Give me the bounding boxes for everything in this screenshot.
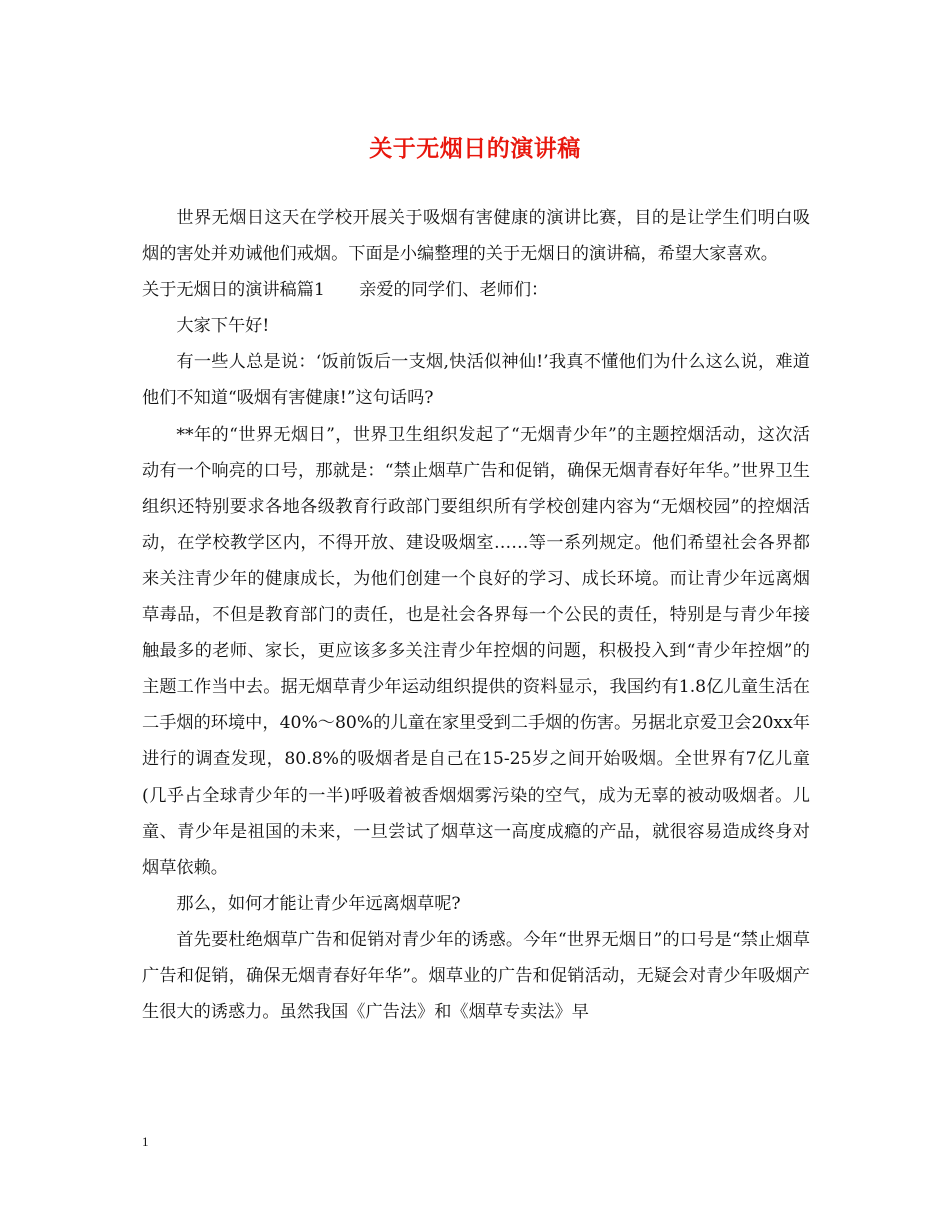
paragraph-greeting: 大家下午好! <box>176 316 270 337</box>
paragraph-quote: 有一些人总是说：‘饭前饭后一支烟,快活似神仙!’我真不懂他们为什么这么说，难道他们不知道“吸烟有害健康!”这句话吗? <box>142 352 810 409</box>
paragraph-section-heading: 关于无烟日的演讲稿篇1 亲爱的同学们、老师们： <box>142 280 549 301</box>
paragraph-intro: 世界无烟日这天在学校开展关于吸烟有害健康的演讲比赛，目的是让学生们明白吸烟的害处并劝诫他们戒烟。下面是小编整理的关于无烟日的演讲稿，希望大家喜欢。 <box>142 208 810 265</box>
paragraph-question: 那么，如何才能让青少年远离烟草呢? <box>176 893 461 914</box>
paragraph-advertising: 首先要杜绝烟草广告和促销对青少年的诱惑。今年“世界无烟日”的口号是“禁止烟草广告和促销，确保无烟青春好年华”。烟草业的广告和促销活动，无疑会对青少年吸烟产生很大的诱惑力。虽然我国《广告法》和《烟草专卖法》早 <box>142 929 810 1023</box>
document-body <box>142 200 810 1030</box>
paragraph-world-no-tobacco-day: **年的“世界无烟日”，世界卫生组织发起了“无烟青少年”的主题控烟活动，这次活动有一个响亮的口号，那就是：“禁止烟草广告和促销，确保无烟青春好年华。”世界卫生组织还特别要求各地各级教育行政部门要组织所有学校创建内容为“无烟校园”的控烟活动，在学校教学区内，不得开放、建设吸烟室……等一系列规定。他们希望社会各界都来关注青少年的健康成长，为他们创建一个良好的学习、成长环境。而让青少年远离烟草毒品，不但是教育部门的责任，也是社会各界每一个公民的责任，特别是与青少年接触最多的老师、家长，更应该多多关注青少年控烟的问题，积极投入到“青少年控烟”的主题工作当中去。据无烟草青少年运动组织提供的资料显示，我国约有1.8亿儿童生活在二手烟的环境中，40%～80%的儿童在家里受到二手烟的伤害。另据北京爱卫会20xx年进行的调查发现，80.8%的吸烟者是自己在15-25岁之间开始吸烟。全世界有7亿儿童(几乎占全球青少年的一半)呼吸着被香烟烟雾污染的空气，成为无辜的被动吸烟者。儿童、青少年是祖国的未来，一旦尝试了烟草这一高度成瘾的产品，就很容易造成终身对烟草依赖。 <box>142 424 810 878</box>
page-number: 1 <box>142 1134 149 1149</box>
document-title: 关于无烟日的演讲稿 <box>369 135 581 162</box>
